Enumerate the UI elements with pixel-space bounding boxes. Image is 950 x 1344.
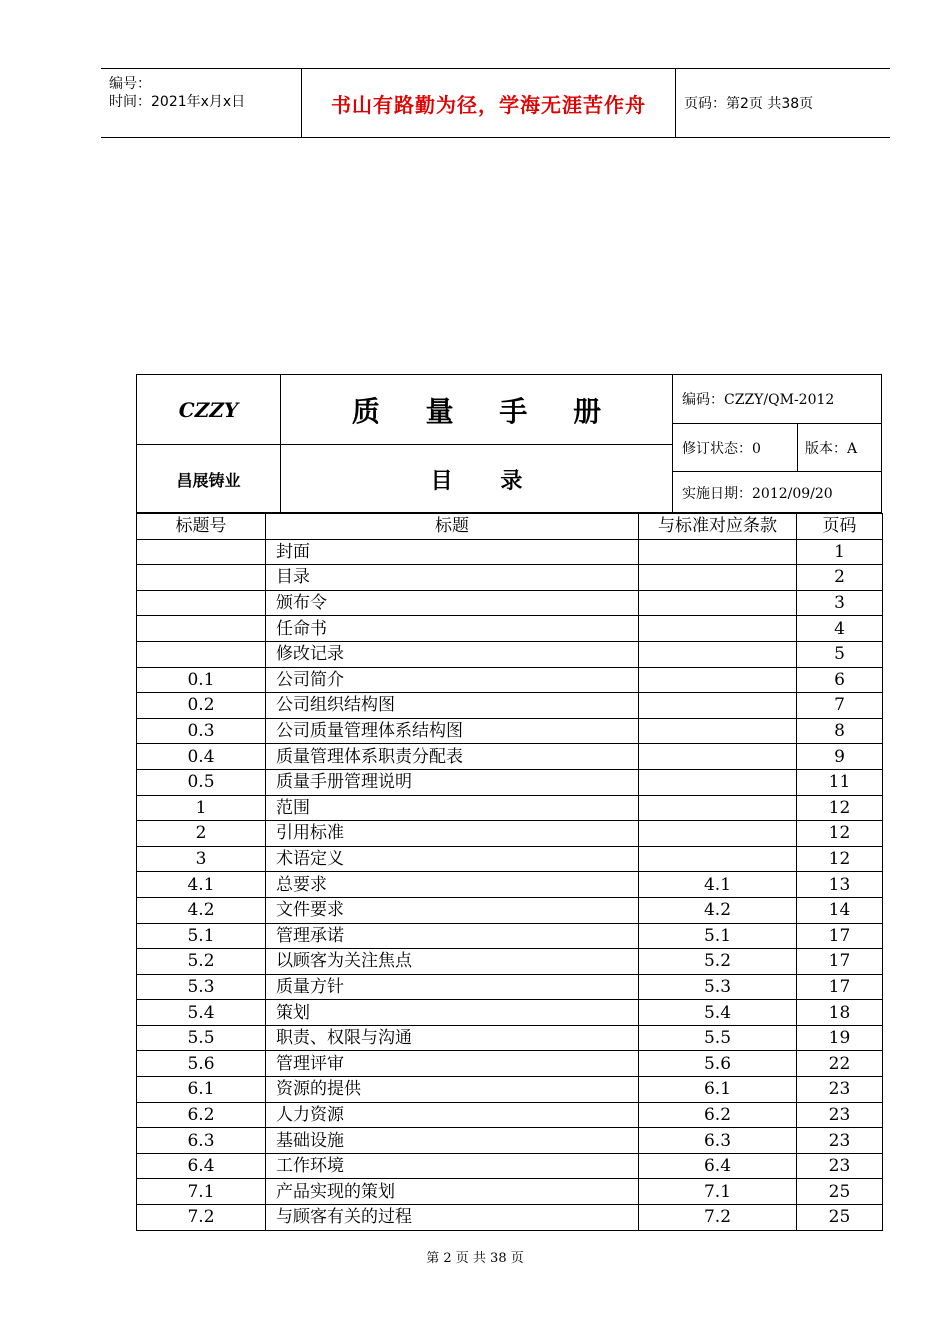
table-row <box>137 949 883 975</box>
standard-clause <box>639 616 797 642</box>
page-number: 12 <box>797 795 883 821</box>
section-number: 3 <box>137 846 266 872</box>
section-title: 总要求 <box>266 872 639 898</box>
section-title: 封面 <box>266 539 639 565</box>
page-number: 23 <box>797 1077 883 1103</box>
page-number: 11 <box>797 769 883 795</box>
section-title: 文件要求 <box>266 897 639 923</box>
section-title: 以顾客为关注焦点 <box>266 949 639 975</box>
section-title: 公司组织结构图 <box>266 693 639 719</box>
table-row <box>137 744 883 770</box>
header-page-cell <box>676 69 890 137</box>
section-number: 7.2 <box>137 1205 266 1231</box>
table-header-row <box>137 514 883 540</box>
section-number: 2 <box>137 821 266 847</box>
table-row <box>137 795 883 821</box>
section-title: 引用标准 <box>266 821 639 847</box>
section-number <box>137 565 266 591</box>
page-number: 22 <box>797 1051 883 1077</box>
page-number: 1 <box>797 539 883 565</box>
standard-clause: 6.3 <box>639 1128 797 1154</box>
standard-clause: 5.3 <box>639 974 797 1000</box>
section-number: 0.5 <box>137 769 266 795</box>
table-row <box>137 616 883 642</box>
table-row <box>137 1051 883 1077</box>
section-title: 质量管理体系职责分配表 <box>266 744 639 770</box>
section-number <box>137 539 266 565</box>
divider <box>797 423 798 471</box>
page-number: 23 <box>797 1128 883 1154</box>
version: 版本：A <box>805 440 858 457</box>
section-number: 5.1 <box>137 923 266 949</box>
table-row <box>137 1153 883 1179</box>
header-motto: 书山有路勤为径，学海无涯苦作舟 <box>331 92 646 117</box>
section-title: 质量方针 <box>266 974 639 1000</box>
section-number: 5.6 <box>137 1051 266 1077</box>
section-number: 6.1 <box>137 1077 266 1103</box>
table-row <box>137 821 883 847</box>
table-row <box>137 872 883 898</box>
standard-clause <box>639 795 797 821</box>
section-title: 产品实现的策划 <box>266 1179 639 1205</box>
standard-clause <box>639 641 797 667</box>
page-number: 9 <box>797 744 883 770</box>
table-row <box>137 1179 883 1205</box>
table-row <box>137 1205 883 1231</box>
page-number: 12 <box>797 821 883 847</box>
page-number: 25 <box>797 1179 883 1205</box>
table-row <box>137 1025 883 1051</box>
page-number: 18 <box>797 1000 883 1026</box>
table-row <box>137 1077 883 1103</box>
column-header-clause: 与标准对应条款 <box>639 514 797 540</box>
page-number: 17 <box>797 949 883 975</box>
table-row <box>137 974 883 1000</box>
section-title: 与顾客有关的过程 <box>266 1205 639 1231</box>
page-number: 25 <box>797 1205 883 1231</box>
section-number: 5.2 <box>137 949 266 975</box>
page-number: 4 <box>797 616 883 642</box>
section-number: 4.1 <box>137 872 266 898</box>
section-title: 工作环境 <box>266 1153 639 1179</box>
section-number: 4.2 <box>137 897 266 923</box>
page-number: 19 <box>797 1025 883 1051</box>
section-number: 0.2 <box>137 693 266 719</box>
table-row <box>137 1102 883 1128</box>
section-title: 任命书 <box>266 616 639 642</box>
page-number: 13 <box>797 872 883 898</box>
header-motto-cell <box>302 69 676 137</box>
page-number: 14 <box>797 897 883 923</box>
toc-body <box>137 539 883 1230</box>
section-number <box>137 616 266 642</box>
standard-clause: 6.1 <box>639 1077 797 1103</box>
section-number: 0.1 <box>137 667 266 693</box>
revision-status: 修订状态：0 <box>682 440 761 457</box>
table-row <box>137 590 883 616</box>
table-row <box>137 897 883 923</box>
effective-date: 实施日期：2012/09/20 <box>682 485 833 502</box>
column-header-title: 标题 <box>266 514 639 540</box>
table-row <box>137 1128 883 1154</box>
page-number: 5 <box>797 641 883 667</box>
table-row <box>137 923 883 949</box>
page-number: 6 <box>797 667 883 693</box>
standard-clause: 7.1 <box>639 1179 797 1205</box>
section-number: 5.3 <box>137 974 266 1000</box>
standard-clause <box>639 821 797 847</box>
standard-clause: 5.1 <box>639 923 797 949</box>
section-title: 颁布令 <box>266 590 639 616</box>
section-title: 公司简介 <box>266 667 639 693</box>
section-title: 管理评审 <box>266 1051 639 1077</box>
table-row <box>137 539 883 565</box>
section-title: 目 录 <box>430 467 543 494</box>
table-row <box>137 667 883 693</box>
section-title: 公司质量管理体系结构图 <box>266 718 639 744</box>
standard-clause: 6.2 <box>639 1102 797 1128</box>
section-number: 5.5 <box>137 1025 266 1051</box>
section-number: 5.4 <box>137 1000 266 1026</box>
standard-clause: 6.4 <box>639 1153 797 1179</box>
document-code: 编码：CZZY/QM-2012 <box>682 392 835 408</box>
section-title: 人力资源 <box>266 1102 639 1128</box>
standard-clause: 5.5 <box>639 1025 797 1051</box>
section-title: 目录 <box>266 565 639 591</box>
standard-clause <box>639 769 797 795</box>
table-row <box>137 693 883 719</box>
standard-clause: 5.4 <box>639 1000 797 1026</box>
standard-clause <box>639 744 797 770</box>
section-number <box>137 590 266 616</box>
standard-clause: 5.6 <box>639 1051 797 1077</box>
standard-clause <box>639 693 797 719</box>
standard-clause <box>639 539 797 565</box>
page-number: 8 <box>797 718 883 744</box>
section-number: 0.3 <box>137 718 266 744</box>
section-title: 质量手册管理说明 <box>266 769 639 795</box>
page-number: 17 <box>797 974 883 1000</box>
standard-clause: 4.2 <box>639 897 797 923</box>
section-number: 6.2 <box>137 1102 266 1128</box>
section-title: 术语定义 <box>266 846 639 872</box>
table-row <box>137 846 883 872</box>
section-title: 基础设施 <box>266 1128 639 1154</box>
standard-clause <box>639 718 797 744</box>
standard-clause: 7.2 <box>639 1205 797 1231</box>
standard-clause: 4.1 <box>639 872 797 898</box>
page-number: 17 <box>797 923 883 949</box>
section-number <box>137 641 266 667</box>
column-header-number: 标题号 <box>137 514 266 540</box>
section-title: 资源的提供 <box>266 1077 639 1103</box>
page-number: 23 <box>797 1102 883 1128</box>
document-time-label: 时间：2021年x月x日 <box>109 94 246 110</box>
divider <box>672 375 673 513</box>
table-row <box>137 1000 883 1026</box>
standard-clause: 5.2 <box>639 949 797 975</box>
company-logo-text: CZZY <box>178 397 239 422</box>
section-title: 职责、权限与沟通 <box>266 1025 639 1051</box>
page-number: 7 <box>797 693 883 719</box>
table-row <box>137 718 883 744</box>
document-number-label: 编号： <box>109 76 151 92</box>
page-number: 2 <box>797 565 883 591</box>
section-title: 管理承诺 <box>266 923 639 949</box>
table-of-contents <box>136 513 883 1231</box>
table-row <box>137 769 883 795</box>
section-number: 6.4 <box>137 1153 266 1179</box>
table-row <box>137 565 883 591</box>
table-row <box>137 641 883 667</box>
header-info-cell <box>101 69 302 137</box>
section-title: 策划 <box>266 1000 639 1026</box>
page-number: 12 <box>797 846 883 872</box>
standard-clause <box>639 565 797 591</box>
section-title: 修改记录 <box>266 641 639 667</box>
page-footer: 第 2 页 共 38 页 <box>426 1251 524 1266</box>
manual-title: 质 量 手 册 <box>351 394 620 428</box>
section-title: 范围 <box>266 795 639 821</box>
section-number: 7.1 <box>137 1179 266 1205</box>
section-number: 6.3 <box>137 1128 266 1154</box>
section-number: 0.4 <box>137 744 266 770</box>
standard-clause <box>639 846 797 872</box>
standard-clause <box>639 590 797 616</box>
page-number: 23 <box>797 1153 883 1179</box>
company-name: 昌展铸业 <box>176 470 241 490</box>
standard-clause <box>639 667 797 693</box>
section-number: 1 <box>137 795 266 821</box>
manual-title-block <box>136 374 882 513</box>
page-number: 3 <box>797 590 883 616</box>
header-page-info: 页码：第2页 共38页 <box>684 96 814 112</box>
column-header-page: 页码 <box>797 514 883 540</box>
page-header <box>101 68 890 138</box>
